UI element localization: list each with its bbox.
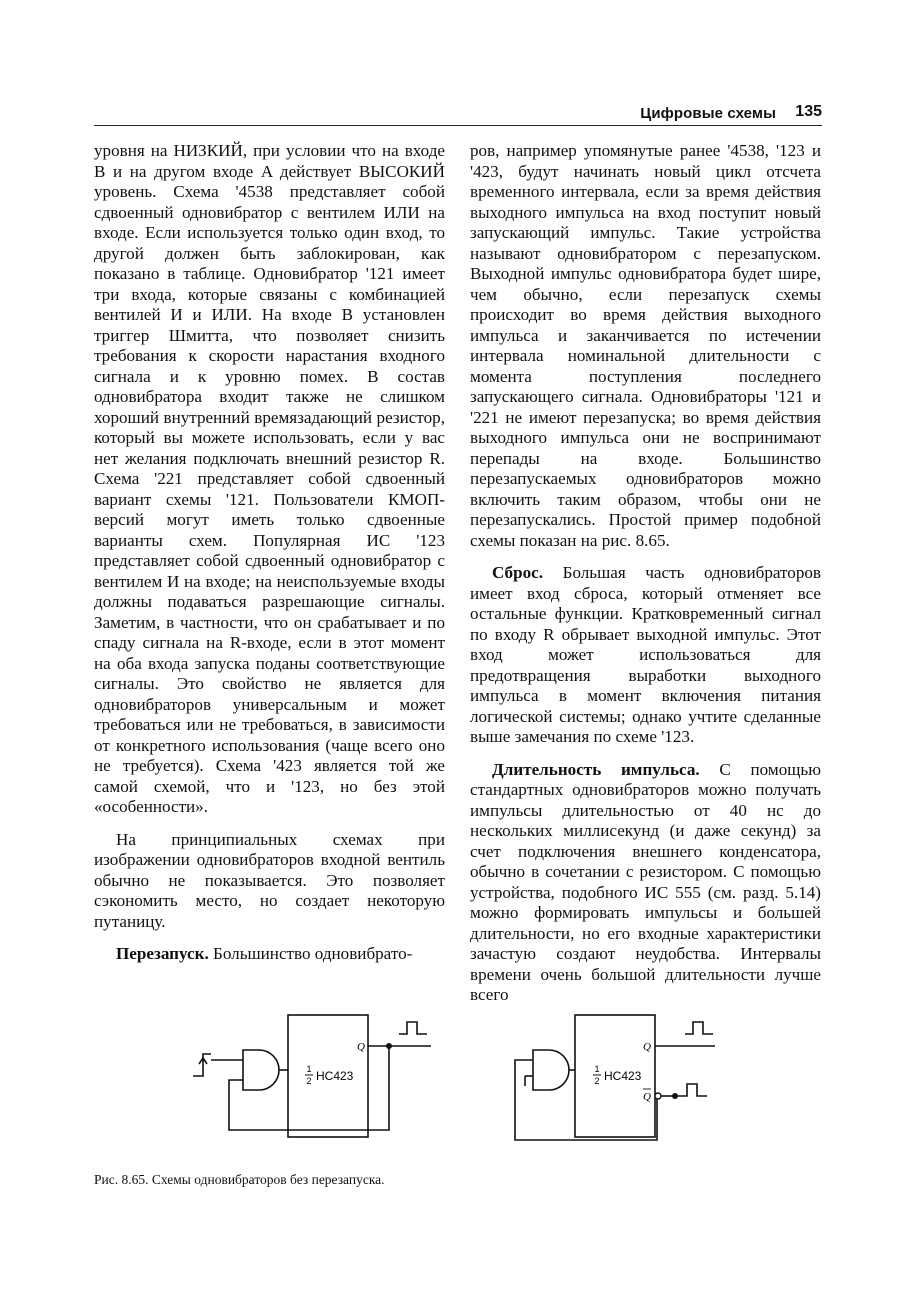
right-circuit-diagram [505, 1010, 735, 1160]
junction-dot [672, 1093, 678, 1099]
page-number: 135 [795, 103, 822, 120]
chip-label: HC423 [604, 1069, 642, 1083]
run-in-heading: Длительность импульса. [492, 759, 700, 779]
run-in-heading: Сброс. [492, 563, 544, 582]
run-in-heading: Перезапуск. [116, 944, 209, 963]
input-step-symbol [193, 1054, 211, 1076]
fraction-numerator: 1 [306, 1064, 312, 1074]
qbar-pin-label: Q [643, 1091, 651, 1103]
q-output-pulse-icon [685, 1022, 713, 1034]
and-gate-icon [533, 1050, 569, 1090]
qbar-output-pulse-icon [677, 1084, 707, 1096]
fraction-denominator: 2 [306, 1076, 312, 1086]
chip-label: HC423 [316, 1069, 354, 1083]
q-pin-label: Q [357, 1041, 365, 1053]
and-gate-icon [243, 1050, 279, 1090]
right-column [470, 141, 821, 1006]
paragraph: уровня на НИЗКИЙ, при условии что на входе B и на другом входе A действует ВЫСОКИЙ уровень. Схема '4538 представляет собой сдвоенный одновибратор с вентилем ИЛИ на входе. Если используется только один вход, то другой должен быть заблокирован, как показано в таблице. Одновибратор '121 имеет три входа, которые связаны с комбинацией вентилей И и ИЛИ. На входе B установлен триггер Шмитта, что позволяет снизить требования к скорости нарастания входного сигнала и к уровню помех. В состав одновибратора входит также не слишком хороший внутренний времязадающий резистор, который вы можете использовать, если у вас нет желания подключать внешний резистор R. Схема '221 представляет собой сдвоенный вариант схемы '121. Пользователи КМОП-версий могут иметь только сдвоенные варианты схем. Популярная ИС '123 представляет собой сдвоенный одновибратор с вентилем И на входе; на неиспользуемые входы должны подаваться разрешающие сигналы. Заметим, в частности, что он срабатывает и по спаду сигнала на R-входе, если в этот момент на оба входа запуска поданы соответствующие сигналы. Это свойство не является для одновибраторов универсальным и может требоваться или не требоваться, в зависимости от конкретного использования (чаще всего оно не требуется). Схема '423 является той же самой схемой, что и '123, но без этой «особенности». [94, 141, 445, 816]
page-header [94, 103, 822, 126]
paragraph [94, 944, 445, 965]
right-circuit-svg [505, 1010, 735, 1160]
paragraph-text: Большая часть одновибраторов имеет вход сброса, который отменяет все остальные функции. Кратковременный сигнал по входу R обрывает выходной импульс. Этот вход может использоваться для предотвращения выработки выходного импульса в момент включения питания логической системы; однако учтите сделанные выше замечания по схеме '123. [470, 563, 821, 746]
fraction-denominator: 2 [594, 1076, 600, 1086]
left-circuit-diagram [185, 1010, 445, 1160]
left-circuit-svg [185, 1010, 445, 1160]
figure-caption: Рис. 8.65. Схемы одновибраторов без перезапуска. [94, 1172, 385, 1187]
running-title: Цифровые схемы [640, 105, 776, 122]
fraction-numerator: 1 [594, 1064, 600, 1074]
output-pulse-icon [399, 1022, 427, 1034]
paragraph-text: Большинство одновибрато- [208, 944, 413, 963]
paragraph: На принципиальных схемах при изображении одновибраторов входной вентиль обычно не показывается. Это позволяет сэкономить место, но создает некоторую путаницу. [94, 829, 445, 931]
q-pin-label: Q [643, 1041, 651, 1053]
paragraph [470, 563, 821, 748]
paragraph-text: С помощью стандартных одновибраторов можно получать импульсы длительностью от 40 нс до нескольких миллисекунд (и даже секунд) за счет подключения внешнего конденсатора, обычно в сочетании с резистором. С помощью устройства, подобного ИС 555 (см. разд. 5.14) можно формировать импульсы и большей длительности, но его входные характеристики зачастую создают неудобства. Интервалы времени очень большой длительности лучше всего [470, 759, 821, 1004]
inversion-bubble [655, 1093, 661, 1099]
paragraph: ров, например упомянутые ранее '4538, '123 и '423, будут начинать новый цикл отсчета временного интервала, если за время действия выходного импульса на вход поступит новый запускающий импульс. Такие устройства называют одновибратором с перезапуском. Выходной импульс одновибратора будет шире, чем обычно, если перезапуск схемы происходит во время действия выходного импульса и заканчивается по истечении интервала номинальной длительности с момента поступления последнего запускающего сигнала. Одновибраторы '121 и '221 не имеют перезапуска; во время действия выходного импульса они не воспринимают перепады на входе. Большинство перезапускаемых одновибраторов можно включить таким образом, чтобы они не перезапускались. Простой пример подобной схемы показан на рис. 8.65. [470, 141, 821, 550]
junction-dot [386, 1043, 392, 1049]
left-column [94, 141, 445, 965]
feedback-wire [229, 1046, 389, 1130]
paragraph [470, 760, 821, 1006]
